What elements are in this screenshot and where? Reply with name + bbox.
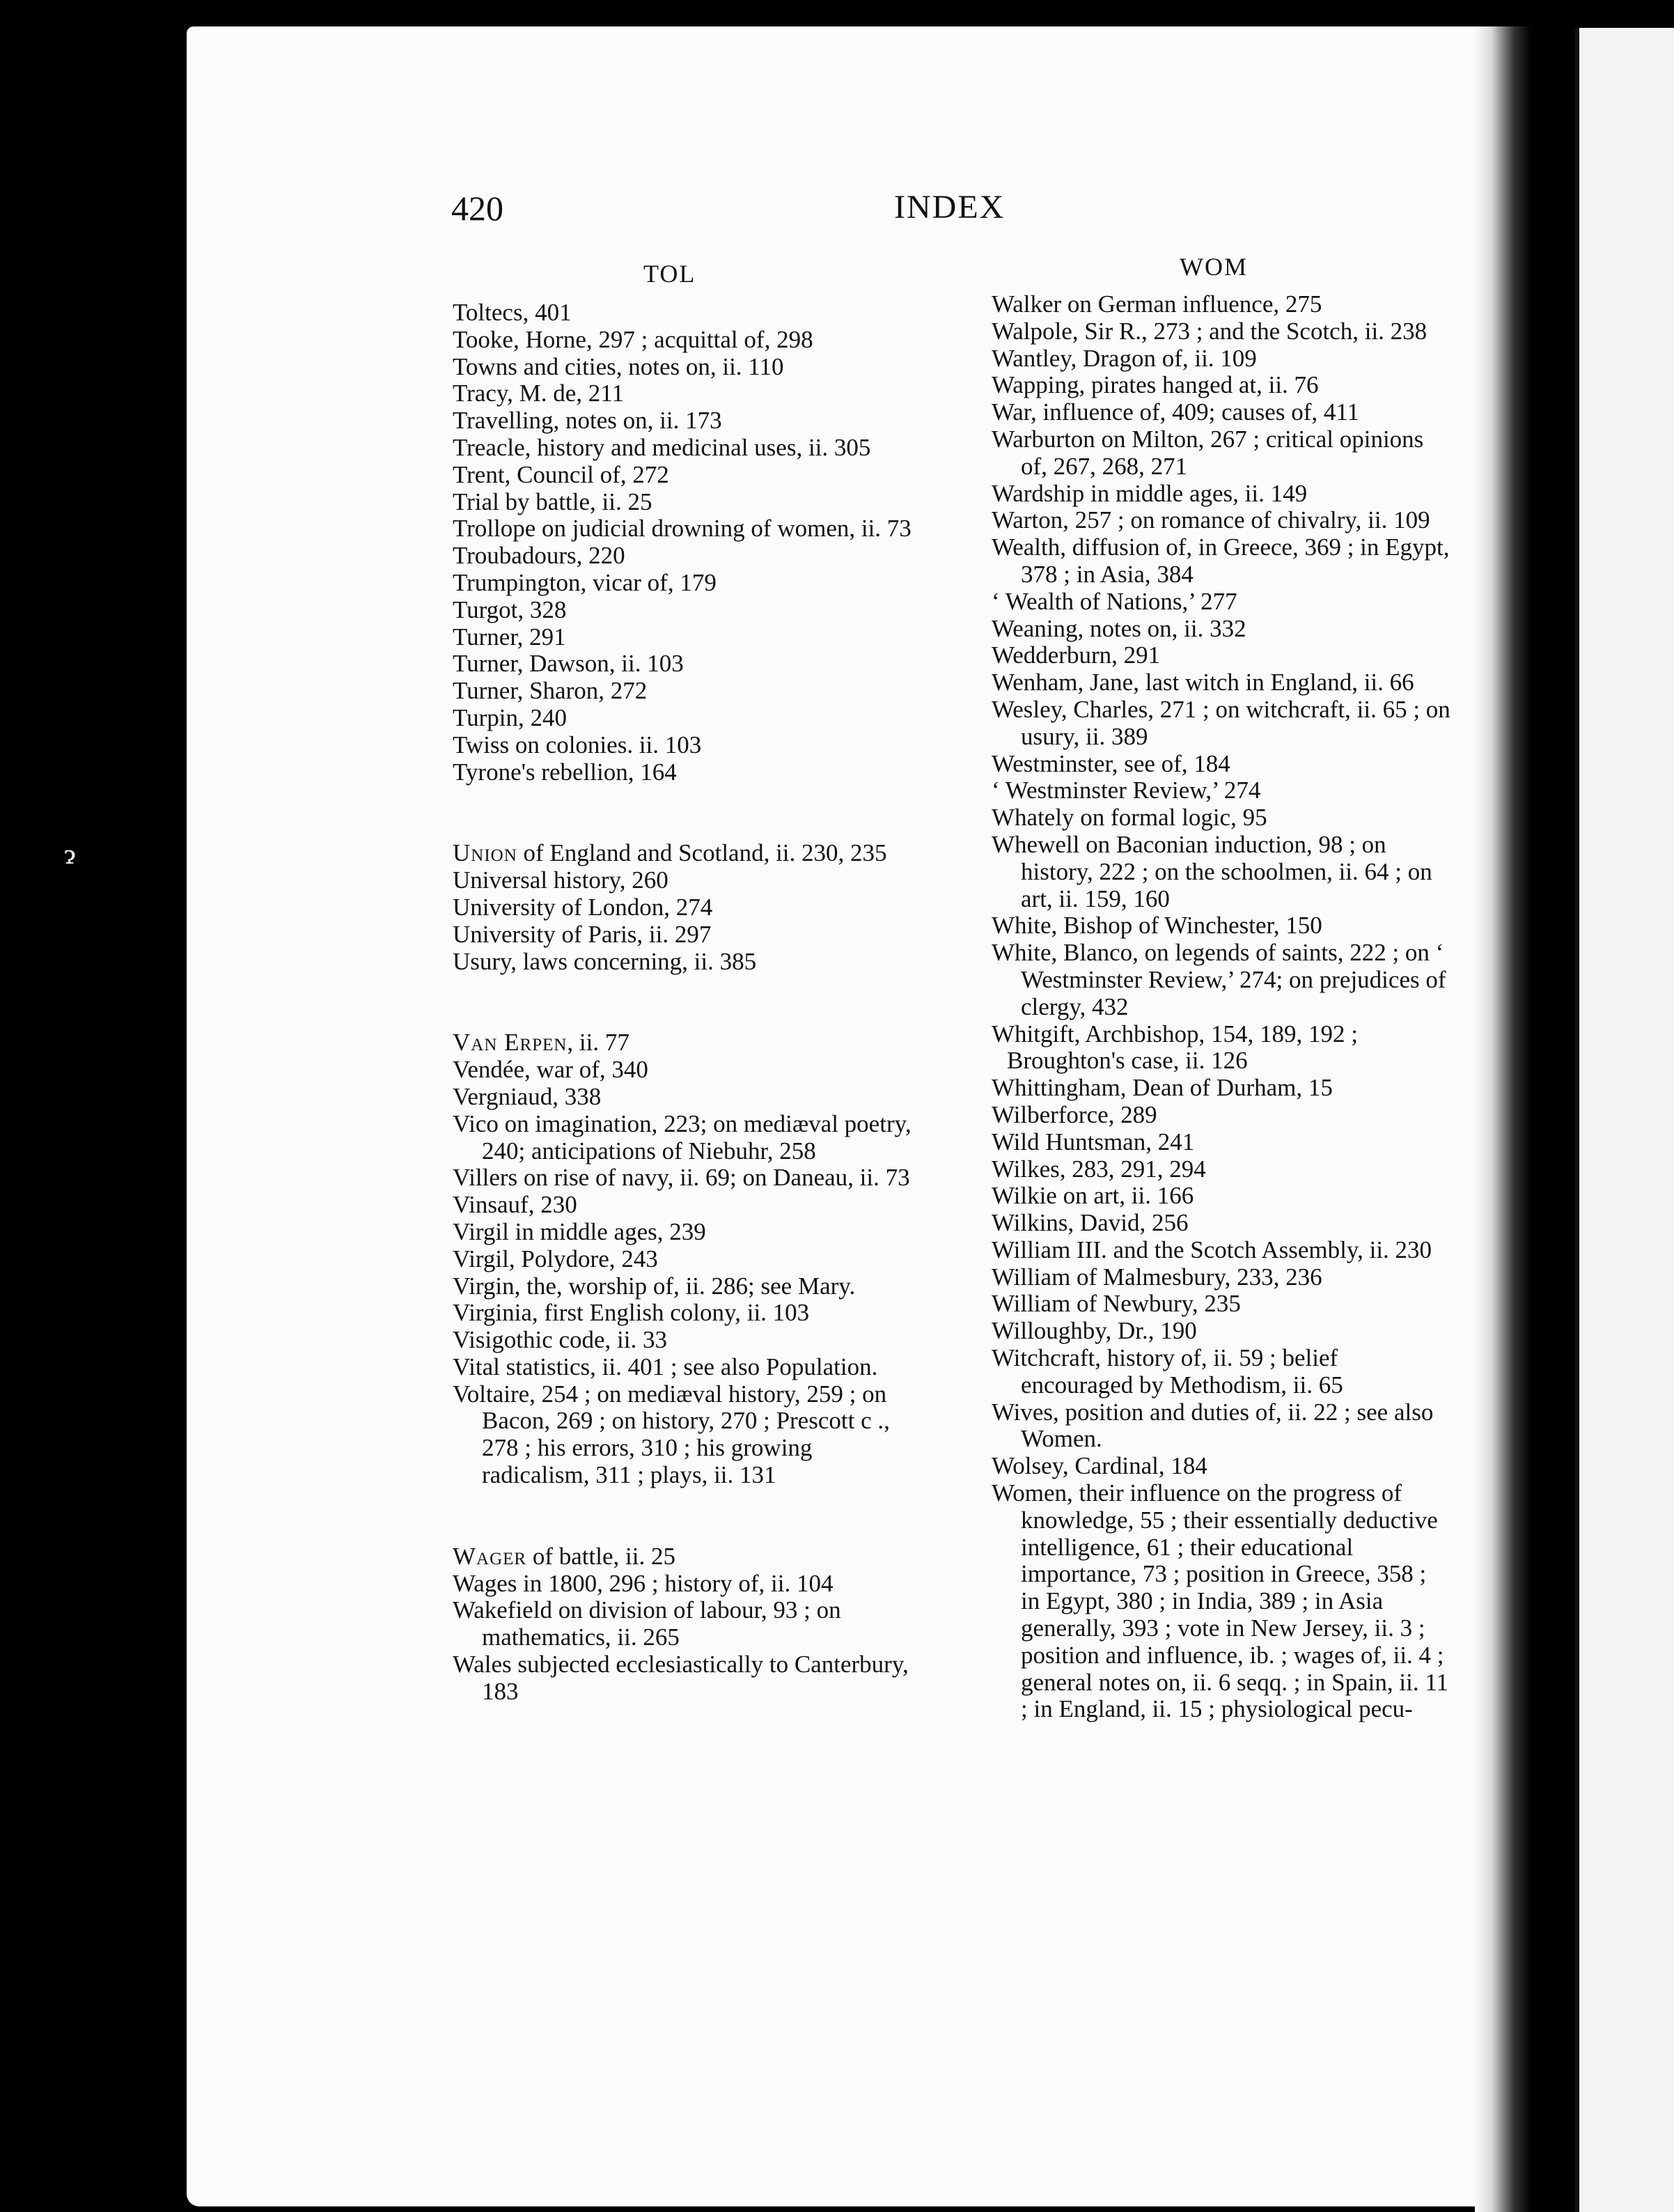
index-entry-text: Vico on imagination, 223; on mediæval poetry, 240; anticipations of Niebuhr, 258 (453, 1109, 912, 1165)
index-entry (453, 705, 912, 732)
index-entry (992, 426, 1451, 481)
index-entry (992, 1183, 1451, 1210)
index-entry (992, 318, 1451, 345)
index-entry (992, 696, 1451, 751)
index-entry (453, 1327, 912, 1354)
index-entry (992, 1210, 1451, 1237)
index-entry-text: Wenham, Jane, last witch in England, ii. 66 (992, 669, 1414, 696)
index-entry (453, 570, 912, 597)
adjacent-page-edge (1575, 28, 1674, 2212)
index-entry-text: Travelling, notes on, ii. 173 (453, 407, 722, 435)
index-entry (453, 1165, 912, 1192)
index-entry (453, 299, 912, 327)
index-entry-text: Turner, 291 (453, 623, 566, 651)
section-lead-word: Van Erpen (453, 1029, 568, 1057)
index-entry-text: Tracy, M. de, 211 (453, 380, 624, 407)
index-entry (992, 1318, 1451, 1345)
index-entry-text: Voltaire, 254 ; on mediæval history, 259 ; on Bacon, 269 ; on history, 270 ; Prescott c ., 278 ; his errors, 310 ; his growing radicalism, 311 ; plays, ii. 131 (453, 1380, 890, 1489)
index-entry (453, 1651, 912, 1706)
index-entry-text: Vergniaud, 338 (453, 1082, 602, 1110)
index-entry-text: Wilberforce, 289 (992, 1100, 1157, 1128)
index-entry (992, 345, 1451, 373)
index-entry (453, 759, 912, 786)
index-entry-text: Universal history, 260 (453, 866, 668, 894)
index-entry-text: Visigothic code, ii. 33 (453, 1326, 667, 1354)
section-lead-word: Wager (453, 1542, 527, 1570)
index-entry (453, 462, 912, 489)
index-entry-text: Westminster, see of, 184 (992, 749, 1230, 777)
index-entry-text: Treacle, history and medicinal uses, ii. 305 (453, 433, 871, 461)
index-entry (453, 624, 912, 651)
index-column-left (453, 299, 912, 1706)
index-entry (453, 1300, 912, 1327)
index-entry-text: Turgot, 328 (453, 595, 567, 623)
index-entry-text: Wilkes, 283, 291, 294 (992, 1155, 1206, 1183)
index-entry (453, 1354, 912, 1381)
index-entry (992, 1291, 1451, 1318)
index-entry (453, 1246, 912, 1273)
index-entry (992, 1399, 1451, 1454)
index-entry (453, 1543, 912, 1571)
index-entry-text: William of Malmesbury, 233, 236 (992, 1263, 1322, 1291)
index-entry (992, 589, 1451, 616)
index-entry (992, 912, 1451, 940)
index-entry (992, 372, 1451, 399)
index-entry-text: Virgin, the, worship of, ii. 286; see Mary. (453, 1272, 856, 1300)
index-entry-text: of England and Scotland, ii. 230, 235 (517, 839, 887, 867)
index-entry-text: Towns and cities, notes on, ii. 110 (453, 352, 784, 380)
letter-section-gap (453, 786, 912, 840)
index-entry (453, 515, 912, 543)
index-entry-text: Trumpington, vicar of, 179 (453, 568, 717, 596)
index-entry (453, 1029, 912, 1057)
index-entry-text: Vendée, war of, 340 (453, 1056, 648, 1084)
index-entry (992, 507, 1451, 534)
index-entry (992, 1102, 1451, 1129)
index-entry-text: Tooke, Horne, 297 ; acquittal of, 298 (453, 325, 813, 353)
index-entry (453, 1192, 912, 1219)
index-entry (453, 1219, 912, 1246)
index-entry-text: Warton, 257 ; on romance of chivalry, ii. 109 (992, 506, 1430, 534)
index-entry (992, 1264, 1451, 1291)
index-entry-text: Toltecs, 401 (453, 299, 572, 326)
index-entry-text: Willoughby, Dr., 190 (992, 1317, 1197, 1345)
index-entry-text: ‘ Westminster Review,’ 274 (992, 777, 1261, 804)
index-entry (992, 1345, 1451, 1399)
index-entry (453, 1381, 912, 1489)
index-entry (992, 1237, 1451, 1264)
index-entry-text: William of Newbury, 235 (992, 1290, 1241, 1318)
index-entry-text: Trollope on judicial drowning of women, ii. 73 (453, 515, 912, 543)
index-entry (453, 380, 912, 407)
index-entry-text: Vital statistics, ii. 401 ; see also Population. (453, 1353, 878, 1380)
index-entry-text: Witchcraft, history of, ii. 59 ; belief encouraged by Methodism, ii. 65 (992, 1344, 1343, 1399)
index-entry-text: Wesley, Charles, 271 ; on witchcraft, ii. 65 ; on usury, ii. 389 (992, 695, 1450, 750)
page-number: 420 (451, 189, 503, 228)
index-entry-text: Wealth, diffusion of, in Greece, 369 ; in Egypt, 378 ; in Asia, 384 (992, 533, 1450, 588)
index-entry-text: Wardship in middle ages, ii. 149 (992, 479, 1308, 507)
index-entry-text: Turner, Dawson, ii. 103 (453, 650, 684, 678)
index-entry (453, 651, 912, 678)
index-subentry: Broughton's case, ii. 126 (1007, 1047, 1248, 1075)
index-entry (453, 543, 912, 570)
index-entry-text: Tyrone's rebellion, 164 (453, 758, 677, 786)
index-entry-text: Whately on formal logic, 95 (992, 804, 1267, 832)
index-entry-text: Vinsauf, 230 (453, 1191, 577, 1219)
index-entry (992, 399, 1451, 426)
index-entry-text: Whitgift, Archbishop, 154, 189, 192 ; (992, 1020, 1358, 1047)
index-entry (992, 1075, 1451, 1102)
index-entry (992, 940, 1451, 1020)
index-entry (453, 1084, 912, 1111)
index-entry (453, 1057, 912, 1084)
index-entry-text: Wild Huntsman, 241 (992, 1128, 1195, 1155)
index-entry-text: Virgil in middle ages, 239 (453, 1217, 706, 1245)
right-column-guide-word: WOM (1180, 253, 1248, 281)
index-entry-text: White, Bishop of Winchester, 150 (992, 912, 1322, 940)
index-entry (453, 1273, 912, 1300)
index-entry (453, 867, 912, 894)
index-entry-text: Wedderburn, 291 (992, 641, 1161, 669)
index-entry (453, 1571, 912, 1598)
index-entry (992, 642, 1451, 669)
index-entry-text: Women, their influence on the progress of knowledge, 55 ; their essentially deductive intelligence, 61 ; their educational importance, 73 ; position in Greece, 358 ; in Egypt, 380 ; in India, 389 ; in Asia generally, 393 ; vote in New Jersey, ii. 3 ; position and influence, ib. ; wages of, ii. 4 ; general notes on, ii. 6 seqq. ; in Spain, ii. 11 ; in England, ii. 15 ; physiological pecu- (992, 1479, 1449, 1723)
index-entry (453, 1111, 912, 1165)
index-entry-text: Whittingham, Dean of Durham, 15 (992, 1074, 1333, 1102)
left-column-guide-word: TOL (643, 260, 696, 288)
index-entry-text: Twiss on colonies. ii. 103 (453, 731, 702, 758)
index-entry-text: Virgil, Polydore, 243 (453, 1245, 658, 1272)
index-entry-text: Weaning, notes on, ii. 332 (992, 614, 1246, 642)
index-entry-text: Turpin, 240 (453, 703, 568, 731)
index-entry (453, 894, 912, 921)
index-entry (453, 489, 912, 516)
index-entry-text: Whewell on Baconian induction, 98 ; on history, 222 ; on the schoolmen, ii. 64 ; on art, ii. 159, 160 (992, 830, 1432, 912)
index-entry-text: Wakefield on division of labour, 93 ; on mathematics, ii. 265 (453, 1596, 841, 1651)
index-entry (453, 327, 912, 354)
index-entry-text: Walpole, Sir R., 273 ; and the Scotch, ii. 238 (992, 317, 1427, 345)
index-entry (992, 534, 1451, 589)
index-entry-text: White, Blanco, on legends of saints, 222 ; on ‘ Westminster Review,’ 274; on prejudices of clergy, 432 (992, 939, 1446, 1020)
index-entry (992, 1156, 1451, 1183)
page-gutter-shadow (1475, 26, 1531, 2212)
index-entry-text: Turner, Sharon, 272 (453, 677, 648, 705)
running-head: INDEX (894, 189, 1006, 226)
index-entry-text: , ii. 77 (567, 1029, 629, 1057)
index-entry-text: Troubadours, 220 (453, 542, 625, 570)
index-entry (453, 407, 912, 435)
index-entry (992, 804, 1451, 832)
index-entry (992, 751, 1451, 778)
index-column-right (992, 291, 1451, 1723)
index-entry (453, 949, 912, 976)
index-entry (453, 840, 912, 867)
binding-mark: ɂ (64, 841, 76, 870)
letter-section-gap (453, 1489, 912, 1543)
index-entry-text: Walker on German influence, 275 (992, 290, 1322, 318)
index-entry-text: Villers on rise of navy, ii. 69; on Daneau, ii. 73 (453, 1164, 910, 1192)
index-entry-text: William III. and the Scotch Assembly, ii. 230 (992, 1236, 1432, 1263)
index-entry-text: Trial by battle, ii. 25 (453, 488, 652, 515)
index-entry-text: Wapping, pirates hanged at, ii. 76 (992, 371, 1319, 399)
index-entry-text: Wilkins, David, 256 (992, 1209, 1189, 1237)
letter-section-gap (453, 975, 912, 1029)
index-entry (992, 1480, 1451, 1723)
index-entry-text: Usury, laws concerning, ii. 385 (453, 947, 757, 975)
index-entry (453, 354, 912, 381)
index-entry-text: Wives, position and duties of, ii. 22 ; see also Women. (992, 1398, 1434, 1453)
index-entry-text: Wilkie on art, ii. 166 (992, 1182, 1194, 1210)
index-entry (453, 597, 912, 624)
index-entry-text: University of London, 274 (453, 893, 713, 921)
index-entry (453, 678, 912, 705)
index-entry (992, 777, 1451, 804)
section-lead-word: Union (453, 839, 517, 867)
index-entry-text: Wantley, Dragon of, ii. 109 (992, 344, 1257, 372)
index-entry (992, 616, 1451, 643)
index-entry-text: ‘ Wealth of Nations,’ 277 (992, 587, 1237, 615)
index-entry-text: War, influence of, 409; causes of, 411 (992, 398, 1360, 426)
index-entry (992, 832, 1451, 912)
index-entry-text: University of Paris, ii. 297 (453, 920, 712, 948)
index-entry (992, 1021, 1451, 1048)
index-entry-text: Virginia, first English colony, ii. 103 (453, 1299, 810, 1327)
index-entry (992, 291, 1451, 318)
index-entry-text: Warburton on Milton, 267 ; critical opinions of, 267, 268, 271 (992, 425, 1424, 480)
index-entry (992, 669, 1451, 696)
index-entry-text: Trent, Council of, 272 (453, 460, 669, 488)
index-entry (992, 1453, 1451, 1480)
index-entry (453, 1597, 912, 1651)
index-entry-text: Wolsey, Cardinal, 184 (992, 1452, 1207, 1480)
index-entry (992, 481, 1451, 508)
index-entry-text: Wages in 1800, 296 ; history of, ii. 104 (453, 1569, 834, 1597)
index-entry (453, 732, 912, 759)
index-entry-text: Wales subjected ecclesiastically to Canterbury, 183 (453, 1651, 909, 1705)
index-entry-text: of battle, ii. 25 (526, 1542, 675, 1570)
index-entry (453, 435, 912, 462)
index-entry (992, 1129, 1451, 1156)
index-entry (453, 921, 912, 949)
